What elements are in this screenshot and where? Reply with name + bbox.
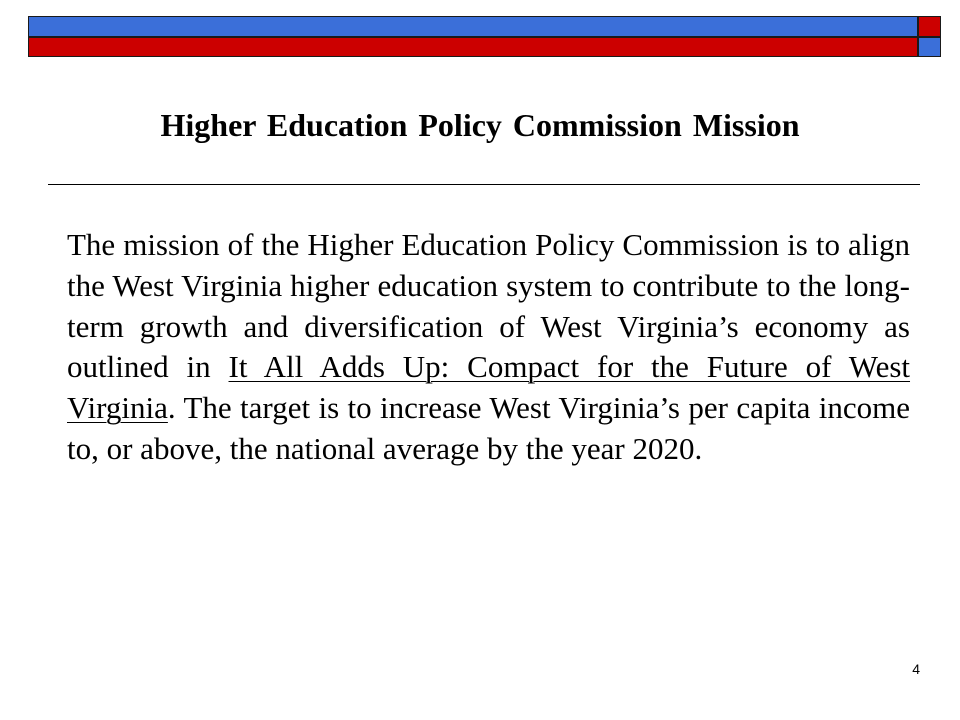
header-band-red — [28, 37, 918, 57]
corner-square-blue — [918, 37, 941, 57]
compact-document-title: It All Adds Up: Compact for the Future of West Virginia — [67, 349, 911, 426]
page-number: 4 — [912, 661, 920, 677]
mission-target-text: . The target is to increase West Virginia’s per capita income to, or above, the national average by the year 2020. — [67, 390, 910, 466]
mission-statement — [67, 225, 910, 470]
header-band-blue — [28, 16, 918, 37]
title-divider — [48, 184, 920, 185]
mission-intro-text: The mission of the Higher Education Policy Commission is to align the West Virginia higher education system to contribute to the long-term growth and diversification of West Virginia’s economy as outlined in — [67, 227, 910, 385]
corner-square-red — [918, 16, 941, 37]
slide-title: Higher Education Policy Commission Mission — [160, 107, 800, 143]
